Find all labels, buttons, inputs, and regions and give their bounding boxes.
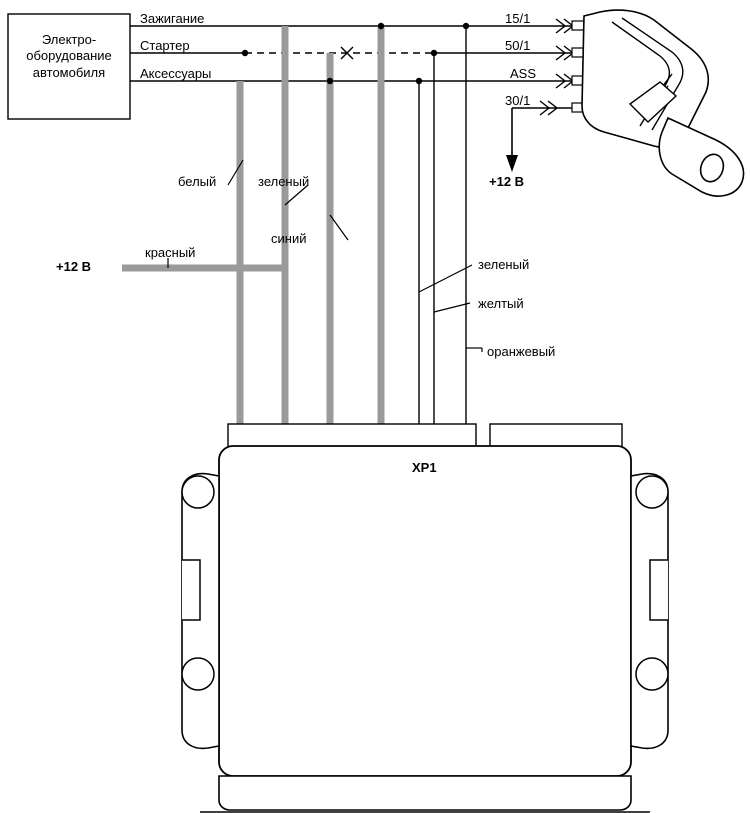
junction-dot-accessories [327, 78, 333, 84]
wire-label-green-right: зеленый [478, 257, 530, 272]
terminal-label-ass: ASS [510, 66, 537, 81]
wire-label-blue: синий [271, 231, 307, 246]
wire-label-red: красный [145, 245, 196, 260]
wire-label-yellow: желтый [478, 296, 524, 311]
terminal-label-15-1: 15/1 [505, 11, 531, 26]
wire-label-green-left: зеленый [258, 174, 310, 189]
power-label-right: +12 В [489, 174, 525, 189]
power-arrow-head-icon [506, 155, 518, 172]
device-bottom-flange [219, 776, 631, 810]
equipment-box-line-1: Электро- [41, 32, 97, 47]
terminal-chevrons-icon [540, 19, 573, 115]
ignition-switch-body [582, 10, 708, 147]
connector-label-xp1: XP1 [412, 460, 437, 475]
device-body [219, 446, 631, 776]
label-starter: Стартер [140, 38, 190, 53]
junction-dot-ignition-2 [463, 23, 469, 29]
equipment-box-label [10, 32, 128, 81]
label-ignition: Зажигание [140, 11, 205, 26]
label-accessories: Аксессуары [140, 66, 212, 81]
connector-secondary-block [490, 424, 622, 448]
wire-label-white: белый [178, 174, 217, 189]
connector-xp1-block [228, 424, 476, 448]
ignition-key-bow [659, 118, 743, 196]
terminal-label-50-1: 50/1 [505, 38, 531, 53]
wire-label-orange: оранжевый [487, 344, 556, 359]
equipment-box-line-2: оборудование [26, 48, 112, 64]
junction-dot-starter-2 [431, 50, 437, 56]
power-label-left: +12 В [56, 259, 92, 274]
junction-dot-ignition [378, 23, 384, 29]
junction-dot-accessories-2 [416, 78, 422, 84]
junction-dot-starter [242, 50, 248, 56]
equipment-box-line-3: автомобиля [32, 64, 106, 80]
terminal-label-30-1: 30/1 [505, 93, 531, 108]
